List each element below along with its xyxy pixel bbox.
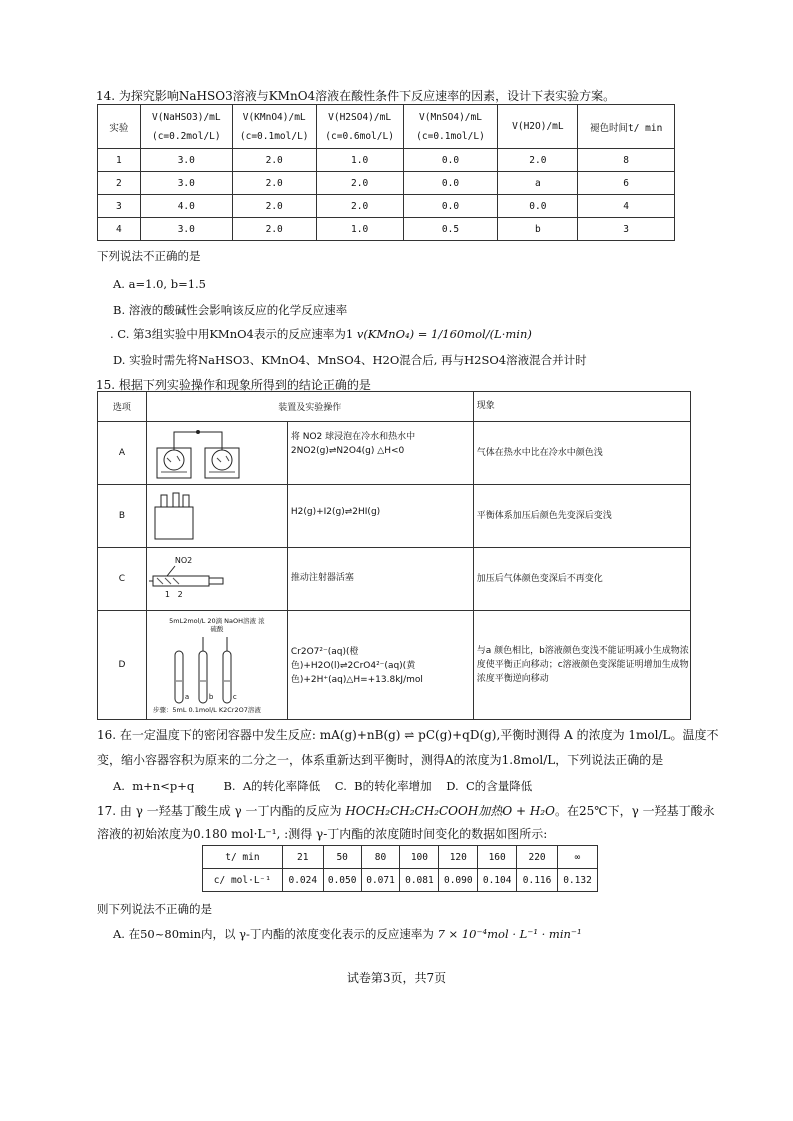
- option-label: D: [98, 611, 147, 720]
- cell: 2.0: [232, 218, 316, 241]
- cell: 2.0: [316, 195, 403, 218]
- cell: 2.0: [498, 149, 578, 172]
- q17-option-a-text: A. 在50~80min内，以 γ-丁内酯的浓度变化表示的反应速率为: [113, 927, 438, 941]
- operation-text: Cr2O7²⁻(aq)(橙色)+H2O(l)⇌2CrO4²⁻(aq)(黄色)+2H⁺(aq)△H=+13.8kJ/mol: [290, 647, 423, 685]
- cell: t/ min: [203, 846, 283, 869]
- operation-cell: [146, 422, 473, 485]
- cell: c/ mol·L⁻¹: [203, 869, 283, 892]
- q14-option-c-text: . C. 第3组实验中用KMnO4表示的反应速率为1: [110, 327, 357, 341]
- cell: 3.0: [140, 149, 232, 172]
- q14-header-cell: V(MnSO4)/mL (c=0.1mol/L): [403, 105, 498, 149]
- cell: 80: [361, 846, 400, 869]
- cell: 3: [98, 195, 141, 218]
- table-row: [98, 218, 675, 241]
- cell: 0.0: [403, 149, 498, 172]
- operation-cell: [146, 485, 473, 548]
- cell: 21: [282, 846, 323, 869]
- cell: ∞: [558, 846, 598, 869]
- h2-i2-vessel-figure: [147, 485, 288, 547]
- q14-header-cell: V(KMnO4)/mL (c=0.1mol/L): [232, 105, 316, 149]
- q17-reaction-equation: HOCH₂CH₂CH₂COOH加热O + H₂O: [345, 804, 555, 818]
- q17-line1-end: 。在25℃下，γ 一羟基丁酸永: [554, 804, 715, 818]
- phenomenon-text: 气体在热水中比在冷水中颜色浅: [473, 422, 690, 485]
- cell: 3.0: [140, 172, 232, 195]
- operation-text: 推动注射器活塞: [290, 573, 354, 583]
- operation-text: 将 NO2 球浸泡在冷水和热水中 2NO2(g)⇌N2O4(g) △H<0: [290, 432, 416, 456]
- phenomenon-text: 加压后气体颜色变深后不再变化: [473, 548, 690, 611]
- tube-b-label: b: [208, 693, 214, 701]
- cell: 2.0: [232, 172, 316, 195]
- no2-flask-figure: [147, 422, 288, 484]
- cell: 0.116: [517, 869, 558, 892]
- q16-line2: 变，缩小容器容积为原来的二分之一，体系重新达到平衡时，测得A的浓度为1.8mol/L，下列说法正确的是: [97, 753, 664, 767]
- q17-line1-text: 17. 由 γ 一羟基丁酸生成 γ 一丁内酯的反应为: [97, 804, 346, 818]
- cell: 0.0: [403, 172, 498, 195]
- q16-line1: 16. 在一定温度下的密闭容器中发生反应: mA(g)+nB(g) ⇌ pC(g)+qD(g),平衡时测得 A 的浓度为 1mol/L。温度不: [97, 728, 719, 742]
- cell: 220: [517, 846, 558, 869]
- q14-stem: 14. 为探究影响NaHSO3溶液与KMnO4溶液在酸性条件下反应速率的因素，设计下表实验方案。: [96, 89, 616, 103]
- cell: 8: [578, 149, 675, 172]
- table-row: [98, 149, 675, 172]
- cell: 1: [98, 149, 141, 172]
- phenomenon-text: 与a 颜色相比，b溶液颜色变浅不能证明减小生成物浓度使平衡正向移动；c溶液颜色变深能证明增加生成物浓度平衡逆向移动: [473, 611, 690, 720]
- operation-cell: [146, 548, 473, 611]
- cell: 3: [578, 218, 675, 241]
- q15-header-row: [98, 392, 691, 422]
- syringe-figure: [147, 548, 288, 610]
- cell: 2: [98, 172, 141, 195]
- q16-options: A. m+n<p+q B. A的转化率降低 C. B的转化率增加 D. C的含量降低: [113, 779, 533, 793]
- q17-line1: [97, 803, 715, 819]
- cell: 0.5: [403, 218, 498, 241]
- cell: 0.104: [478, 869, 517, 892]
- cell: 50: [323, 846, 361, 869]
- q14-table: [97, 104, 675, 241]
- cell: a: [498, 172, 578, 195]
- q17-table: [202, 845, 598, 892]
- cell: 0.090: [439, 869, 478, 892]
- table-row: [203, 846, 598, 869]
- q14-option-a: A. a=1.0, b=1.5: [113, 277, 206, 291]
- q14-header-cell: V(NaHSO3)/mL (c=0.2mol/L): [140, 105, 232, 149]
- page-footer: 试卷第3页，共7页: [346, 971, 447, 985]
- table-row: [98, 172, 675, 195]
- option-label: A: [98, 422, 147, 485]
- q14-option-c: [110, 326, 532, 342]
- cell: 0.0: [403, 195, 498, 218]
- cell: 6: [578, 172, 675, 195]
- table-row: [98, 422, 691, 485]
- test-tube-step-label: 步骤：5mL 0.1mol/L K2Cr2O7溶液: [152, 706, 261, 714]
- cell: 1.0: [316, 149, 403, 172]
- cell: 4.0: [140, 195, 232, 218]
- cell: 100: [400, 846, 439, 869]
- cell: 0.081: [400, 869, 439, 892]
- option-label: B: [98, 485, 147, 548]
- cell: b: [498, 218, 578, 241]
- syringe-position-labels: 1 2: [164, 590, 183, 599]
- q15-header-cell: 现象: [473, 392, 690, 422]
- tube-a-label: a: [184, 693, 190, 701]
- q17-option-a: [113, 926, 582, 942]
- phenomenon-text: 平衡体系加压后颜色先变深后变浅: [473, 485, 690, 548]
- q17-option-a-math: 7 × 10⁻⁴mol · L⁻¹ · min⁻¹: [437, 927, 582, 941]
- q14-header-cell: 实验: [98, 105, 141, 149]
- cell: 3.0: [140, 218, 232, 241]
- cell: 0.0: [498, 195, 578, 218]
- q14-prompt: 下列说法不正确的是: [97, 249, 201, 263]
- cell: 0.132: [558, 869, 598, 892]
- q17-prompt: 则下列说法不正确的是: [97, 902, 212, 916]
- operation-text: H2(g)+I2(g)⇌2HI(g): [290, 507, 381, 517]
- cell: 1.0: [316, 218, 403, 241]
- q15-stem: 15. 根据下列实验操作和现象所得到的结论正确的是: [96, 378, 371, 392]
- table-row: [98, 485, 691, 548]
- cell: 120: [439, 846, 478, 869]
- table-row: [98, 195, 675, 218]
- option-label: C: [98, 548, 147, 611]
- q14-header-cell: 褪色时间t/ min: [578, 105, 675, 149]
- operation-cell: [146, 611, 473, 720]
- cell: 0.024: [282, 869, 323, 892]
- cell: 0.050: [323, 869, 361, 892]
- q14-option-b: B. 溶液的酸碱性会影响该反应的化学反应速率: [113, 303, 348, 317]
- test-tube-reagents-label: 5mL2mol/L 20滴 NaOH溶液 浓硫酸: [169, 617, 265, 633]
- q14-header-cell: V(H2O)/mL: [498, 105, 578, 149]
- table-row: [98, 611, 691, 720]
- q15-table: [97, 391, 691, 720]
- q15-header-cell: 选项: [98, 392, 147, 422]
- cell: 4: [98, 218, 141, 241]
- cell: 2.0: [232, 195, 316, 218]
- cell: 0.071: [361, 869, 400, 892]
- cell: 2.0: [232, 149, 316, 172]
- q14-option-c-math: v(KMnO₄) = 1/160mol/(L·min): [356, 327, 532, 341]
- tube-c-label: c: [232, 693, 237, 701]
- q17-line2: 溶液的初始浓度为0.180 mol·L⁻¹, :测得 γ-丁内酯的浓度随时间变化的数据如图所示:: [97, 827, 548, 841]
- q15-header-cell: 装置及实验操作: [146, 392, 473, 422]
- cell: 4: [578, 195, 675, 218]
- q14-option-d: D. 实验时需先将NaHSO3、KMnO4、MnSO4、H2O混合后, 再与H2SO4溶液混合并计时: [113, 353, 587, 367]
- q14-header-cell: V(H2SO4)/mL (c=0.6mol/L): [316, 105, 403, 149]
- syringe-gas-label: NO2: [174, 556, 193, 565]
- table-row: [203, 869, 598, 892]
- cell: 160: [478, 846, 517, 869]
- table-row: [98, 548, 691, 611]
- cell: 2.0: [316, 172, 403, 195]
- test-tube-figure: [147, 611, 288, 719]
- q14-header-row: [98, 105, 675, 149]
